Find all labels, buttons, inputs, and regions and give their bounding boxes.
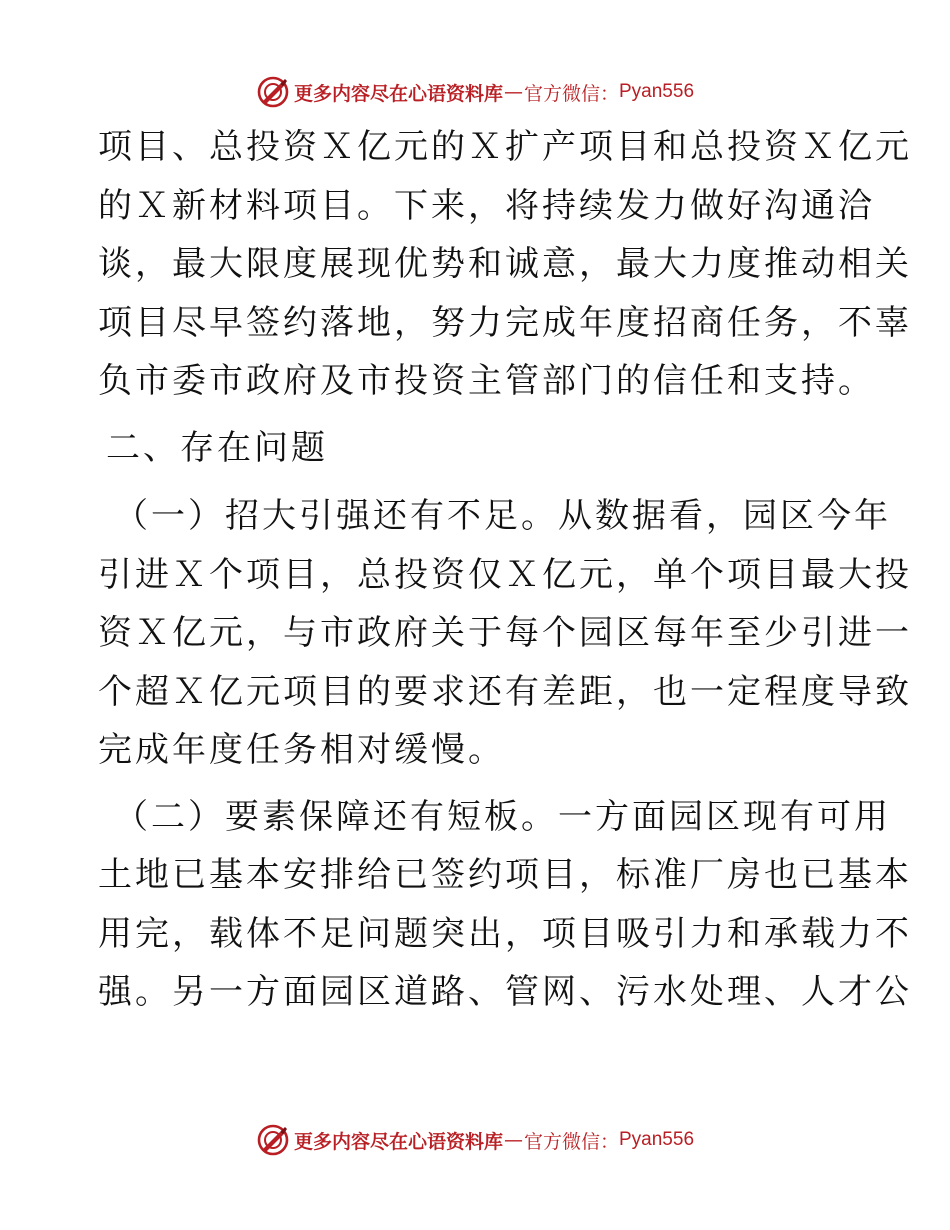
footer-wechat-id: Pyan556: [619, 1129, 695, 1150]
footer-separator: —: [503, 1129, 523, 1151]
document-body: [98, 118, 912, 1022]
text-line: 个超Ｘ亿元项目的要求还有差距，也一定程度导致: [98, 671, 912, 712]
text-line: 项目、总投资Ｘ亿元的Ｘ扩产项目和总投资Ｘ亿元: [98, 127, 912, 167]
text-line: 谈，最大限度展现优势和诚意，最大力度推动相关: [98, 244, 912, 284]
text-line: 的Ｘ新材料项目。下来，将持续发力做好沟通洽: [98, 185, 875, 226]
text-line: 负市委市政府及市投资主管部门的信任和支持。: [98, 361, 875, 401]
brand-logo-icon: [256, 75, 290, 109]
text-line: 用完，载体不足问题突出，项目吸引力和承载力不: [98, 913, 912, 954]
header-brand-text: 更多内容尽在心语资料库: [293, 82, 503, 105]
header-wechat-label: 官方微信：: [523, 82, 619, 105]
footer-banner: [0, 1120, 950, 1160]
text-line: 强。另一方面园区道路、管网、污水处理、人才公: [98, 972, 912, 1012]
header-banner: [0, 72, 950, 112]
text-line: （二）要素保障还有短板。一方面园区现有可用: [114, 796, 891, 837]
text-line: 项目尽早签约落地，努力完成年度招商任务，不辜: [98, 302, 912, 343]
footer-brand-text: 更多内容尽在心语资料库: [293, 1130, 503, 1153]
brand-logo-icon: [256, 1123, 290, 1157]
text-line: 土地已基本安排给已签约项目，标准厂房也已基本: [98, 855, 912, 895]
text-line: （一）招大引强还有不足。从数据看，园区今年: [114, 496, 891, 536]
header-wechat-id: Pyan556: [619, 81, 695, 102]
text-line: 完成年度任务相对缓慢。: [98, 730, 505, 770]
footer-wechat-label: 官方微信：: [523, 1130, 619, 1153]
section-heading: 二、存在问题: [106, 427, 328, 468]
text-line: 资Ｘ亿元，与市政府关于每个园区每年至少引进一: [98, 613, 912, 653]
text-line: 引进Ｘ个项目，总投资仅Ｘ亿元，单个项目最大投: [98, 554, 912, 595]
header-separator: —: [503, 81, 523, 103]
